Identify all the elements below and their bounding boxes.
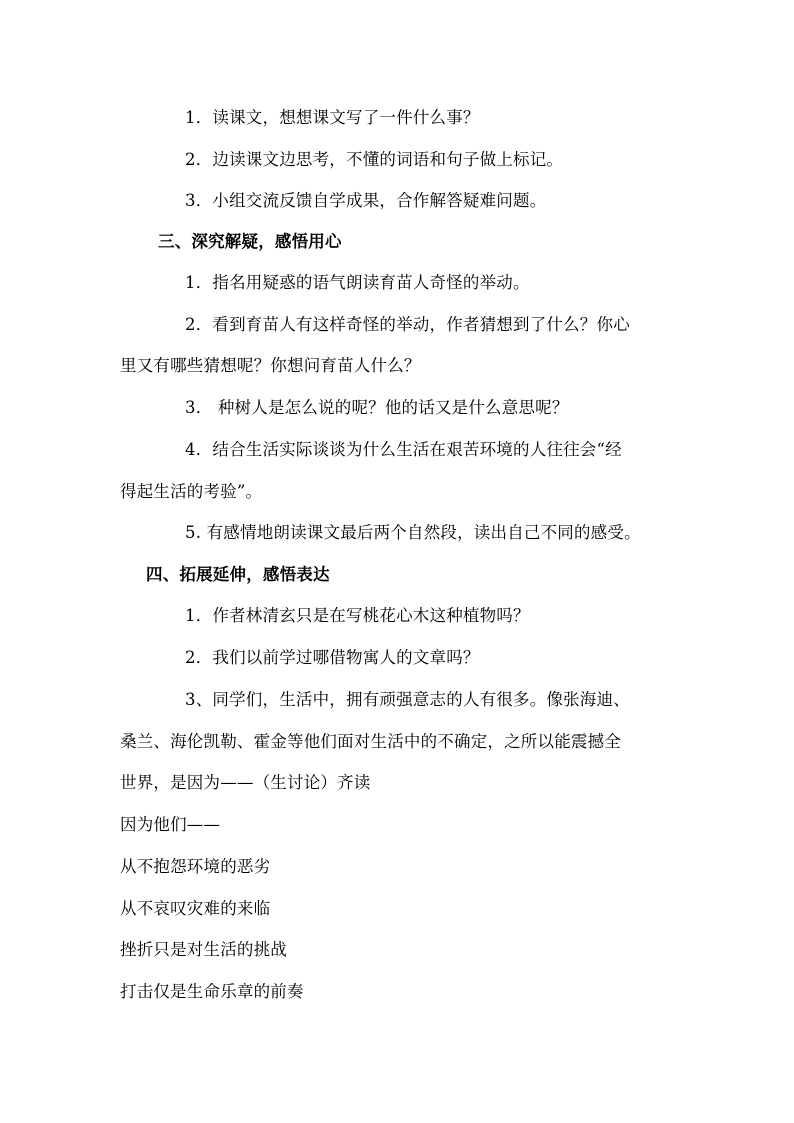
- section3-item-4-line-1: 4．结合生活实际谈谈为什么生活在艰苦环境的人往往会“经: [185, 440, 622, 459]
- section3-item-5: 5. 有感情地朗读课文最后两个自然段，读出自己不同的感受。: [185, 523, 641, 542]
- section4-item-2: 2．我们以前学过哪借物寓人的文章吗？: [185, 648, 480, 667]
- section3-item-4-line-2: 得起生活的考验”。: [120, 482, 263, 501]
- recital-line-1: 因为他们——: [120, 815, 221, 834]
- section3-item-2-line-1: 2．看到育苗人有这样奇怪的举动，作者猜想到了什么？你心: [185, 315, 630, 334]
- recital-line-2: 从不抱怨环境的恶劣: [120, 857, 271, 876]
- section2-item-2: 2．边读课文边思考，不懂的词语和句子做上标记。: [185, 150, 564, 169]
- section3-item-3: 3． 种树人是怎么说的呢？他的话又是什么意思呢？: [185, 398, 569, 417]
- section4-item-3-line-2: 桑兰、海伦凯勒、霍金等他们面对生活中的不确定，之所以能震撼全: [120, 732, 621, 751]
- section4-item-3-line-3: 世界，是因为——（生讨论）齐读: [120, 773, 371, 792]
- section4-item-3-line-1: 3、同学们，生活中，拥有顽强意志的人有很多。像张海迪、: [185, 690, 630, 709]
- section3-item-2-line-2: 里又有哪些猜想呢？你想问育苗人什么？: [120, 356, 421, 375]
- recital-line-5: 打击仅是生命乐章的前奏: [120, 982, 304, 1001]
- section2-item-1: 1．读课文，想想课文写了一件什么事？: [185, 108, 480, 127]
- recital-line-4: 挫折只是对生活的挑战: [120, 940, 287, 959]
- section3-item-1: 1．指名用疑惑的语气朗读育苗人奇怪的举动。: [185, 273, 530, 292]
- recital-line-3: 从不哀叹灾难的来临: [120, 899, 271, 918]
- section4-heading: 四、拓展延伸，感悟表达: [146, 565, 330, 584]
- section3-heading: 三、深究解疑，感悟用心: [158, 232, 342, 251]
- section4-item-1: 1．作者林清玄只是在写桃花心木这种植物吗？: [185, 606, 530, 625]
- section2-item-3: 3．小组交流反馈自学成果，合作解答疑难问题。: [185, 191, 547, 210]
